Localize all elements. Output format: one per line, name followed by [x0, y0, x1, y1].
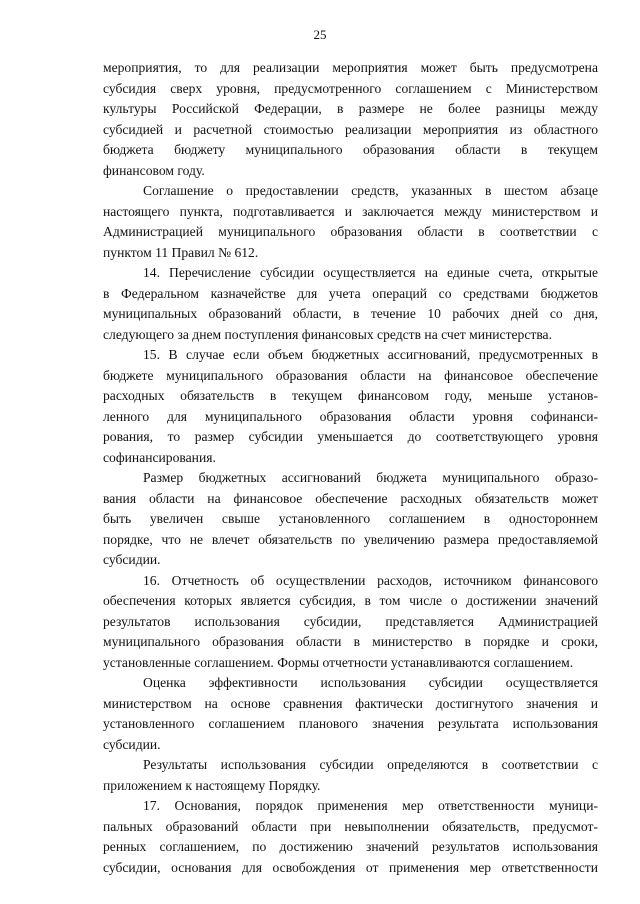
- text-line: пунктом 11 Правил № 612.: [103, 244, 259, 260]
- paragraph: [103, 673, 598, 755]
- body-text: [103, 58, 598, 878]
- text-line: 15. В случае если объем бюджетных ассигнований, предусмотренных в: [143, 347, 598, 362]
- text-line: 17. Основания, порядок применения мер ответственности муници-: [143, 798, 598, 813]
- text-line: бюджете муниципального образования области на финансовое обеспечение: [103, 367, 598, 383]
- page-number: 25: [313, 27, 327, 42]
- text-line: Оценка эффективности использования субсидии осуществляется: [143, 675, 598, 690]
- text-line: субсидии, основания для освобождения от применения мер ответственности: [103, 859, 598, 875]
- paragraph: [103, 345, 598, 468]
- paragraph: [103, 796, 598, 878]
- text-line: Размер бюджетных ассигнований бюджета муниципального образо-: [143, 470, 598, 485]
- text-line: субсидия сверх уровня, предусмотренного соглашением с Министерством: [103, 80, 598, 96]
- text-line: софинансирования.: [103, 449, 216, 465]
- text-line: быть увеличен свыше установленного соглашением в одностороннем: [103, 511, 598, 526]
- text-line: муниципального образования области в министерство в порядке и сроки,: [103, 634, 598, 649]
- paragraph: [103, 755, 598, 796]
- text-line: Соглашение о предоставлении средств, указанных в шестом абзаце: [143, 183, 598, 198]
- paragraph: [103, 263, 598, 345]
- text-line: министерством на основе сравнения фактически достигнутого значения и: [103, 695, 598, 711]
- text-line: субсидией и расчетной стоимостью реализации мероприятия из областного: [103, 121, 598, 137]
- text-line: ренных соглашением, по достижению значений результатов использования: [103, 839, 598, 854]
- text-line: бюджета бюджету муниципального образования области в текущем: [103, 142, 598, 157]
- text-line: обеспечения которых является субсидия, в том числе о достижении значений: [103, 593, 598, 608]
- text-line: в Федеральном казначействе для учета операций со средствами бюджетов: [103, 285, 598, 301]
- paragraph: [103, 468, 598, 571]
- paragraph: [103, 571, 598, 674]
- text-line: культуры Российской Федерации, в размере не более разницы между: [103, 101, 598, 116]
- text-line: ленного для муниципального образования области уровня софинанси-: [103, 408, 598, 424]
- text-line: муниципальных образований области, в течение 10 рабочих дней со дня,: [103, 306, 598, 321]
- text-line: Результаты использования субсидии определяются в соответствии с: [143, 757, 598, 772]
- text-line: субсидии.: [103, 736, 161, 752]
- text-line: субсидии.: [103, 552, 161, 567]
- text-line: настоящего пункта, подготавливается и заключается между министерством и: [103, 203, 598, 219]
- text-line: рования, то размер субсидии уменьшается до соответствующего уровня: [103, 429, 598, 444]
- text-line: финансовом году.: [103, 162, 205, 178]
- text-line: 16. Отчетность об осуществлении расходов, источником финансового: [143, 572, 598, 588]
- text-line: приложением к настоящему Порядку.: [103, 777, 321, 793]
- paragraph: [103, 181, 598, 263]
- text-line: расходных обязательств в текущем финансовом году, меньше установ-: [103, 388, 598, 403]
- text-line: результатов использования субсидии, представляется Администрацией: [103, 613, 598, 629]
- text-line: порядке, что не влечет обязательств по увеличению размера предоставляемой: [103, 531, 598, 547]
- text-line: пальных образований области при невыполнении обязательств, предусмот-: [103, 818, 598, 834]
- text-line: 14. Перечисление субсидии осуществляется на единые счета, открытые: [143, 265, 598, 280]
- paragraph: [103, 58, 598, 181]
- text-line: Администрацией муниципального образования области в соответствии с: [103, 224, 598, 239]
- text-line: установленного соглашением планового значения результата использования: [103, 716, 598, 731]
- text-line: мероприятия, то для реализации мероприятия может быть предусмотрена: [103, 60, 598, 75]
- text-line: следующего за днем поступления финансовых средств на счет министерства.: [103, 326, 552, 342]
- text-line: вания области на финансовое обеспечение расходных обязательств может: [103, 490, 598, 506]
- text-line: установленные соглашением. Формы отчетности устанавливаются соглашением.: [103, 654, 574, 670]
